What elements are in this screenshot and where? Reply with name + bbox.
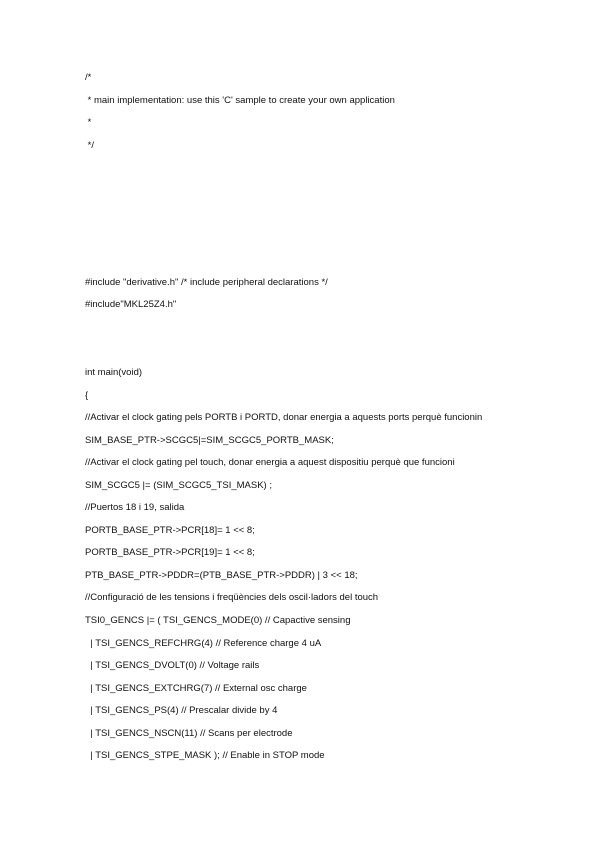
comment-open: /* — [85, 72, 92, 83]
code-ps: | TSI_GENCS_PS(4) // Prescalar divide by 4 — [85, 705, 278, 716]
code-scgc5-tsi: SIM_SCGC5 |= (SIM_SCGC5_TSI_MASK) ; — [85, 480, 272, 491]
comment-clock-gating-touch: //Activar el clock gating pel touch, donar energia a aquest dispositiu perquè que funcioni — [85, 457, 455, 468]
main-signature: int main(void) — [85, 367, 143, 378]
comment-tensions: //Configuració de les tensions i freqüències dels oscil·ladors del touch — [85, 592, 379, 603]
code-scgc5-portb: SIM_BASE_PTR->SCGC5|=SIM_SCGC5_PORTB_MASK; — [85, 435, 334, 446]
code-stpe-mask: | TSI_GENCS_STPE_MASK ); // Enable in STOP mode — [85, 750, 325, 761]
code-dvolt: | TSI_GENCS_DVOLT(0) // Voltage rails — [85, 660, 260, 671]
include-mkl25z4: #include"MKL25Z4.h" — [85, 299, 177, 310]
code-refchrg: | TSI_GENCS_REFCHRG(4) // Reference charge 4 uA — [85, 638, 322, 649]
code-pcr18: PORTB_BASE_PTR->PCR[18]= 1 << 8; — [85, 525, 255, 536]
code-pddr: PTB_BASE_PTR->PDDR=(PTB_BASE_PTR->PDDR) | 3 << 18; — [85, 570, 358, 581]
code-tsi0-gencs: TSI0_GENCS |= ( TSI_GENCS_MODE(0) // Capactive sensing — [85, 615, 351, 626]
include-derivative: #include "derivative.h" /* include peripheral declarations */ — [85, 277, 328, 288]
comment-star: * — [85, 117, 92, 128]
open-brace: { — [85, 390, 89, 401]
comment-description: * main implementation: use this 'C' sample to create your own application — [85, 95, 395, 106]
code-nscn: | TSI_GENCS_NSCN(11) // Scans per electrode — [85, 728, 293, 739]
code-extchrg: | TSI_GENCS_EXTCHRG(7) // External osc charge — [85, 683, 307, 694]
comment-puertos: //Puertos 18 i 19, salida — [85, 502, 185, 513]
comment-clock-gating-ports: //Activar el clock gating pels PORTB i PORTD, donar energia a aquests ports perquè funcionin — [85, 412, 483, 423]
code-pcr19: PORTB_BASE_PTR->PCR[19]= 1 << 8; — [85, 547, 255, 558]
comment-close: */ — [85, 140, 94, 151]
